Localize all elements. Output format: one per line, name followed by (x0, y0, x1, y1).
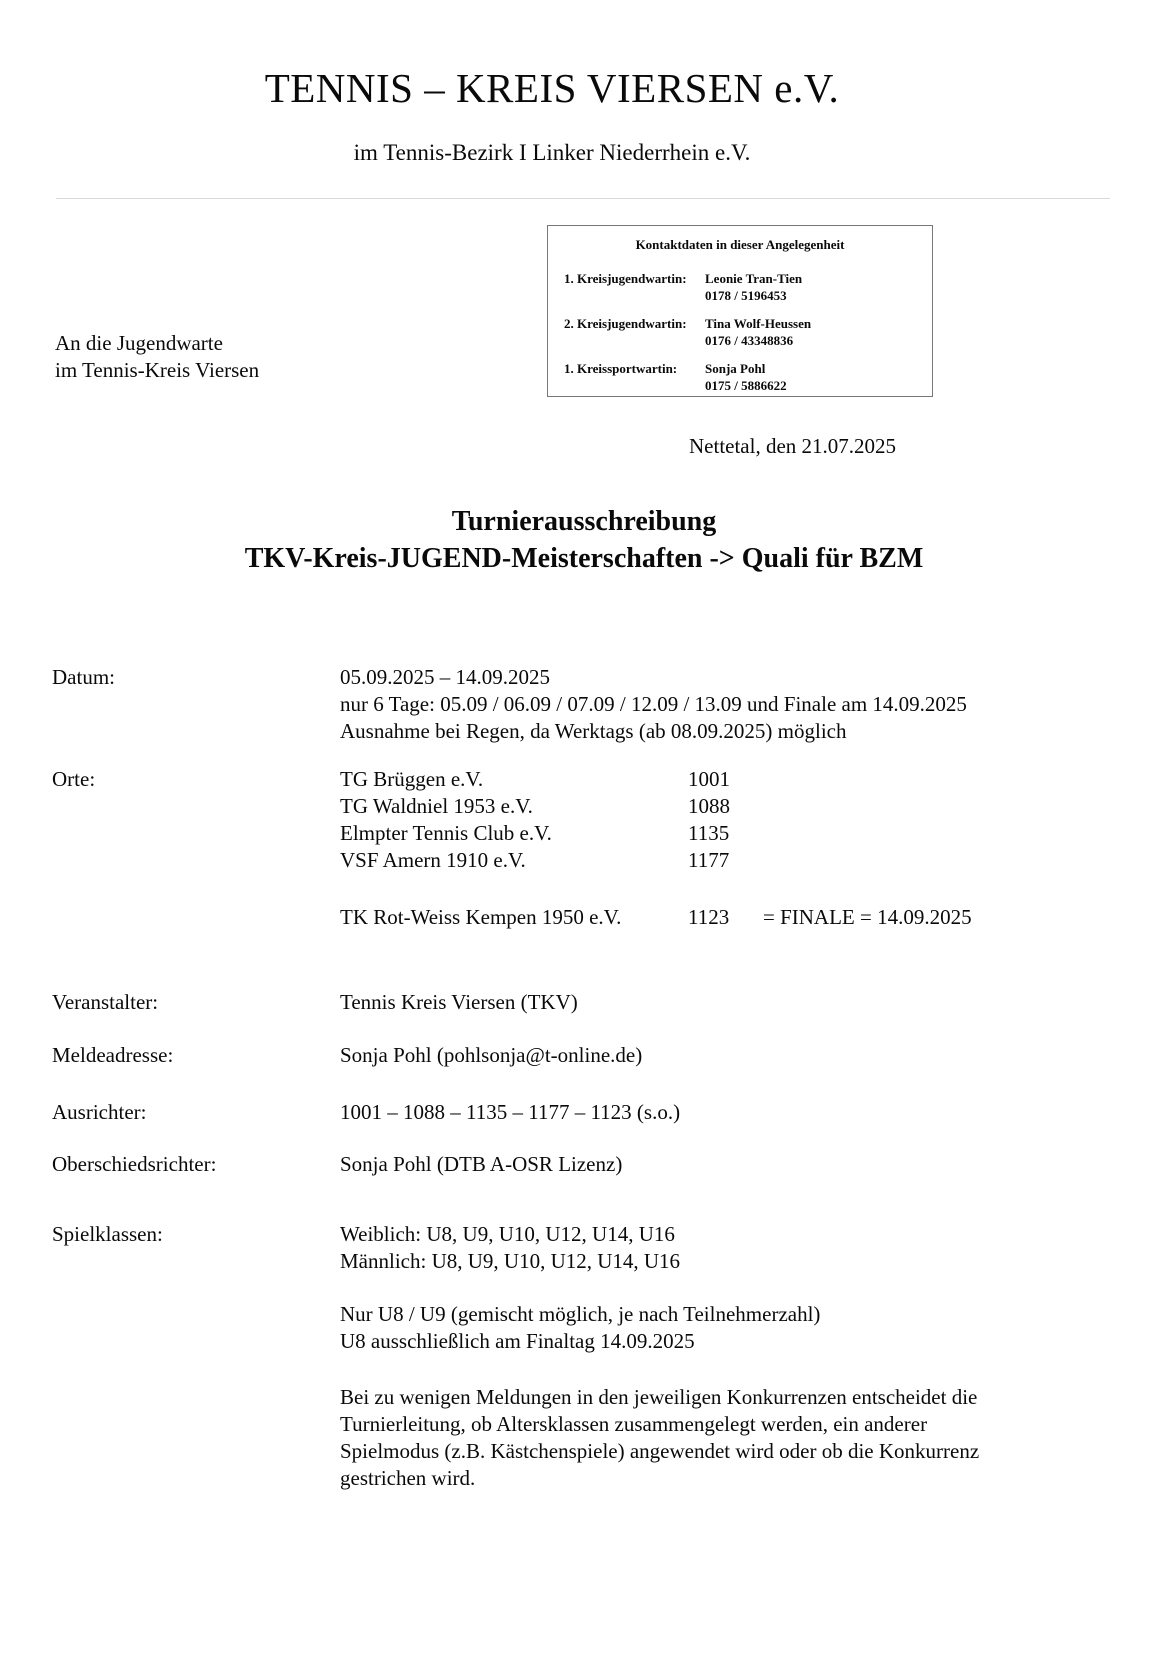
field-value-meldeadresse: Sonja Pohl (pohlsonja@t-online.de) (340, 1043, 643, 1067)
spielklassen-nur-line: U8 ausschließlich am Finaltag 14.09.2025 (340, 1329, 695, 1353)
spielklassen-absatz-line: gestrichen wird. (340, 1466, 476, 1490)
spielklassen-absatz-line: Spielmodus (z.B. Kästchenspiele) angewendet wird oder ob die Konkurrenz (340, 1439, 980, 1463)
venue-code: 1177 (688, 848, 730, 872)
datum-line: Ausnahme bei Regen, da Werktags (ab 08.09.2025) möglich (340, 719, 847, 743)
venue-code: 1088 (688, 794, 730, 818)
field-value-veranstalter: Tennis Kreis Viersen (TKV) (340, 990, 578, 1014)
spielklassen-nur-line: Nur U8 / U9 (gemischt möglich, je nach Teilnehmerzahl) (340, 1302, 821, 1326)
org-subtitle: im Tennis-Bezirk I Linker Niederrhein e.V. (353, 140, 751, 165)
venue-row (340, 820, 1142, 847)
contact-name: Sonja Pohl (705, 361, 766, 376)
contact-row (564, 360, 924, 394)
org-title: TENNIS – KREIS VIERSEN e.V. (264, 65, 840, 111)
field-orte (52, 766, 1142, 874)
contact-box-title: Kontaktdaten in dieser Angelegenheit (635, 237, 845, 252)
spielklassen-absatz-line: Turnierleitung, ob Altersklassen zusammengelegt werden, ein anderer (340, 1412, 928, 1436)
field-veranstalter (52, 989, 1142, 1016)
contact-role: 1. Kreissportwartin: (564, 361, 678, 376)
field-spielklassen (52, 1221, 1142, 1275)
contact-phone: 0175 / 5886622 (705, 378, 787, 393)
venue-code: 1135 (688, 821, 730, 845)
field-label-oberschiedsrichter: Oberschiedsrichter: (52, 1152, 217, 1176)
venue-name: TG Waldniel 1953 e.V. (340, 794, 533, 818)
finale-note: = FINALE = 14.09.2025 (763, 905, 972, 929)
doc-title-line2: TKV-Kreis-JUGEND-Meisterschaften -> Quali für BZM (244, 543, 924, 574)
recipient-line: im Tennis-Kreis Viersen (55, 358, 260, 382)
field-oberschiedsrichter (52, 1151, 1142, 1178)
field-spielklassen-absatz (52, 1384, 1142, 1492)
venue-name: Elmpter Tennis Club e.V. (340, 821, 552, 845)
field-label-veranstalter: Veranstalter: (52, 990, 159, 1014)
contact-row (564, 270, 924, 304)
field-label-datum: Datum: (52, 665, 115, 689)
field-ausrichter (52, 1099, 1142, 1126)
dateline: Nettetal, den 21.07.2025 (689, 434, 897, 458)
contact-row (564, 315, 924, 349)
venue-row (340, 766, 1142, 793)
venue-row (340, 793, 1142, 820)
contact-phone: 0178 / 5196453 (705, 288, 787, 303)
spielklassen-absatz-line: Bei zu wenigen Meldungen in den jeweiligen Konkurrenzen entscheidet die (340, 1385, 978, 1409)
contact-role: 2. Kreisjugendwartin: (564, 316, 687, 331)
spielklassen-line: Männlich: U8, U9, U10, U12, U14, U16 (340, 1249, 681, 1273)
venue-code: 1123 (688, 905, 730, 929)
field-meldeadresse (52, 1042, 1142, 1069)
venue-code: 1001 (688, 767, 730, 791)
contact-role: 1. Kreisjugendwartin: (564, 271, 687, 286)
doc-title (0, 503, 1168, 577)
field-label-meldeadresse: Meldeadresse: (52, 1043, 174, 1067)
doc-title-line1: Turnierausschreibung (451, 506, 717, 537)
recipient-line: An die Jugendwarte (55, 331, 223, 355)
contact-name: Leonie Tran-Tien (705, 271, 803, 286)
venue-row-finale (340, 904, 1142, 931)
venue-name: TG Brüggen e.V. (340, 767, 484, 791)
contact-phone: 0176 / 43348836 (705, 333, 794, 348)
datum-line: nur 6 Tage: 05.09 / 06.09 / 07.09 / 12.09 / 13.09 und Finale am 14.09.2025 (340, 692, 967, 716)
recipient-address (55, 330, 259, 384)
field-spielklassen-nur (52, 1301, 1142, 1355)
venue-row (340, 847, 1142, 874)
field-value-oberschiedsrichter: Sonja Pohl (DTB A-OSR Lizenz) (340, 1152, 623, 1176)
contact-box (547, 225, 933, 397)
field-label-spielklassen: Spielklassen: (52, 1222, 163, 1246)
contact-name: Tina Wolf-Heussen (705, 316, 812, 331)
venue-name: TK Rot-Weiss Kempen 1950 e.V. (340, 905, 622, 929)
header-divider (56, 198, 1110, 199)
field-datum (52, 664, 1142, 745)
venue-name: VSF Amern 1910 e.V. (340, 848, 526, 872)
field-label-orte: Orte: (52, 767, 96, 791)
field-finale-venue (52, 904, 1142, 931)
spielklassen-line: Weiblich: U8, U9, U10, U12, U14, U16 (340, 1222, 675, 1246)
datum-line: 05.09.2025 – 14.09.2025 (340, 665, 550, 689)
field-label-ausrichter: Ausrichter: (52, 1100, 147, 1124)
field-value-ausrichter: 1001 – 1088 – 1135 – 1177 – 1123 (s.o.) (340, 1100, 681, 1124)
